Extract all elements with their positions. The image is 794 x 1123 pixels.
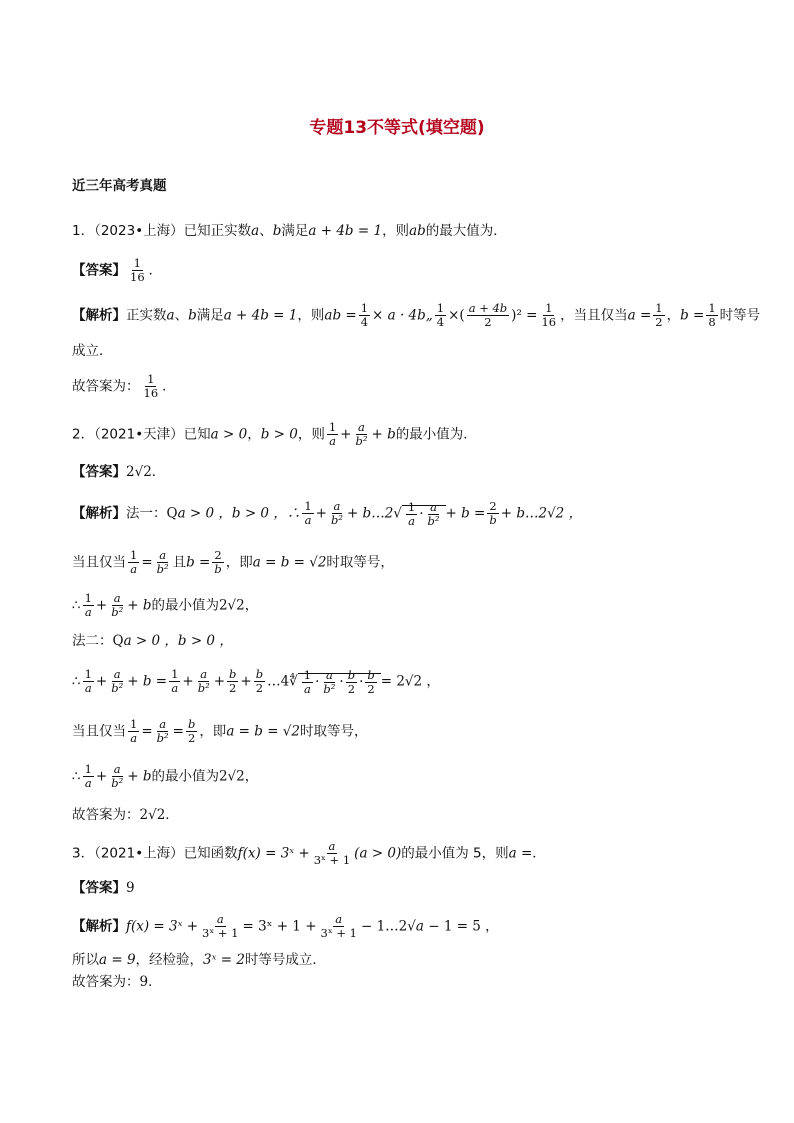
question-1-answer: 【答案】 $\frac{1}{16}$ ． [72, 256, 163, 284]
question-2-answer: 【答案】2√2． [72, 464, 166, 480]
question-3-final: 故答案为：9． [72, 974, 162, 990]
question-2-equality: 当且仅当 $\frac{1}{a}$ = $\frac{a}{\text{b²}}$ 且b = $\frac{2}{b}$ ，即a = b = √2时取等号， [72, 548, 394, 576]
question-2-method2-conclusion: ∴ $\frac{1}{a}$ + $\frac{a}{\text{b²}}$ + b的最小值为2√2， [72, 762, 259, 790]
question-3-answer: 【答案】9 [72, 880, 135, 896]
question-2-final: 故答案为：2√2． [72, 807, 179, 823]
section-heading: 近三年高考真题 [72, 178, 167, 194]
question-2-method2: 法二：Qa > 0 ，b > 0 ， [72, 633, 233, 649]
question-3-analysis: 【解析】f(x) = 3ˣ + $\frac{a}{\text{3ˣ + 1}}$ = 3ˣ + 1 + $\frac{a}{\text{3ˣ + 1}}$ − 1…2√a − 1 = 5 ， [72, 912, 499, 940]
question-1-stem: 1．（2023•上海）已知正实数a、b满足a + 4b = 1，则ab的最大值为． [72, 223, 507, 239]
question-3-check: 所以a = 9，经检验，3ˣ = 2时等号成立． [72, 952, 326, 968]
question-1-final: 故答案为： $\frac{1}{16}$ ． [72, 372, 176, 400]
question-1-analysis-cont: 成立． [72, 343, 113, 359]
page-title: 专题13不等式(填空题) [309, 118, 485, 138]
question-2-analysis: 【解析】法一：Qa > 0 ，b > 0 ，∴ $\frac{1}{a}$ + $\frac{a}{\text{b²}}$ + b…2√ $\frac{1}{a}$ · $\frac{a}{\text{b²}}$ + b = $\frac{2}{b}$ + b…2√2 ， [72, 499, 583, 528]
question-3-stem: 3．（2021•上海）已知函数f(x) = 3ˣ + $\frac{a}{\text{3ˣ + 1}}$ (a > 0)的最小值为 5，则a =． [72, 839, 546, 867]
question-1-analysis: 【解析】正实数a、b满足a + 4b = 1，则ab = $\frac{1}{4}$ × a · 4b„ $\frac{1}{4}$ ×( $\frac{a + 4b}{2}$ )² = $\frac{1}{16}$ ，当且仅当a = $\frac{1}{2}$ ，b = $\frac{1}{8}$ 时等号 [72, 301, 761, 329]
question-2-stem: 2．（2021•天津）已知a > 0，b > 0，则 $\frac{1}{a}$ + $\frac{a}{\text{b²}}$ + b的最小值为． [72, 420, 477, 448]
question-2-method2-equality: 当且仅当 $\frac{1}{a}$ = $\frac{a}{\text{b²}}$ = $\frac{b}{2}$ ，即a = b = √2时取等号， [72, 717, 368, 745]
question-2-method2-ineq: ∴ $\frac{1}{a}$ + $\frac{a}{\text{b²}}$ + b = $\frac{1}{a}$ + $\frac{a}{\text{b²}}$ + $\frac{b}{2}$ + $\frac{b}{2}$ …4∜ $\frac{1}{a}$ · $\frac{a}{\text{b²}}$ · $\frac{b}{2}$ · $\frac{b}{2}$ = 2√2 ， [72, 667, 440, 696]
fraction: $\frac{1}{16}$ [130, 256, 145, 284]
question-2-conclusion: ∴ $\frac{1}{a}$ + $\frac{a}{\text{b²}}$ + b的最小值为2√2， [72, 591, 259, 619]
